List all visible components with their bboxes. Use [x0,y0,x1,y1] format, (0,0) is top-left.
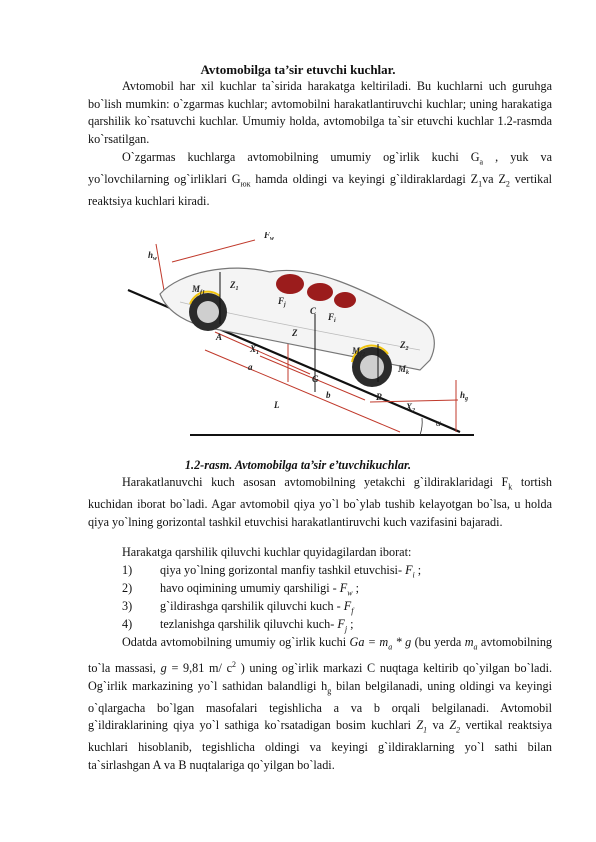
svg-text:L: L [274,400,280,410]
svg-text:Mf1: $M_{f1}$ [192,284,206,296]
svg-text:X2: $X_2$ [406,402,416,414]
svg-text:Fw: $F_w$ [264,232,275,242]
svg-text:hg: $h_g$ [460,390,469,402]
svg-text:Mk: $M_k$ [398,364,410,376]
svg-text:Mf2: $M_{f2}$ [352,346,366,358]
paragraph-center-of-gravity: Odatda avtomobilning umumiy og`irlik kuchi $Ga = m_a * g$ (bu yerda $m_a$ avtomobilning to`la massasi, g = 9,81 m/ $c^2$ ) uning og`irlik markazi C nuqtaga keltirib qo`yilgan bo`ladi. Og`irlik markazining yo`l sathidan balandligi $h_g$ bilan belgilanadi, uning oldingi va keyingi o`qlargacha bo`lgan masofalari tegishlicha a va b orqali belgilanadi. Avtomobil g`ildiraklarining qiya yo`l sathiga ko`rsatadigan bosim kuchlari $Z_1$ va $Z_2$ vertikal reaktsiya kuchlari hisoblanib, tegishlicha oldingi va keyingi g`ildiraklarning yo`l sathi bilan ta`sirlashgan A va B nuqtalariga qo`yilgan bo`ladi. [88,635,553,772]
svg-text:Fi: $F_i$ [328,312,336,324]
svg-text:C: C [310,306,317,316]
svg-text:B: B [376,392,383,402]
paragraph-resistance-intro: Harakatga qarshilik qiluvchi kuchlar quyidagilardan iborat: [122,545,412,559]
svg-text:α: α [436,418,441,428]
car-on-slope-diagram [120,232,476,444]
svg-text:hw: $h_w$ [148,250,158,262]
paragraph-constant-forces: O`zgarmas kuchlarga avtomobilning umumiy og`irlik kuchi $G_a$ , yuk va yo`lovchilarning og`irliklari $G_{юк}$ hamda oldingi va keyingi g`ildiraklardagi $Z_1va$ $Z_2$ vertikal reaktsiya kuchlari kiradi. [88,150,552,209]
svg-text:A: A [216,332,223,342]
figure-caption: 1.2-rasm. Avtomobilga ta’sir e’tuvchikuchlar. [184,458,412,472]
paragraph-intro: Avtomobil har xil kuchlar ta`sirida harakatga keltiriladi. Bu kuchlarni uch guruhga bo`lish mumkin: o`zgarmas kuchlar; avtomobilni harakatlantiruvchi kuchlar; uning harakatiga qarshilik ko`rsatuvchi kuchlar. Umumiy holda, avtomobilga ta`sir etuvchi kuchlar 1.2-rasmda ko`rsatilgan. [88,79,552,146]
svg-text:X1: $X_1$ [250,344,260,356]
document-page: Avtomobilga ta’sir etuvchi kuchlar. Avtomobil har xil kuchlar ta`sirida harakatga keltiriladi. Bu kuchlarni uch guruhga bo`lish mumkin: o`zgarmas kuchlar; avtomobilni harakatlantiruvchi kuchlar; uning harakatiga qarshilik ko`rsatuvchi kuchlar. Umumiy holda, avtomobilga ta`sir etuvchi kuchlar 1.2-rasmda ko`rsatilgan. O`zgarmas kuchlarga avtomobilning umumiy og`irlik kuchi $G_a$ , yuk va yo`lovchilarning og`irliklari $G_{юк}$ hamda oldingi va keyingi g`ildiraklardagi $Z_1va$ $Z_2$ vertikal reaktsiya kuchlari kiradi. $F_w$ $h_w$ $M_{f1}$ $Z_1$ $F_j$ C $F_i$ Z A $X_1$ a G b $M_{f2}$ $Z_2$ $M_k$ B L $X_2$ $h_g$ α 1.2-rasm. Avtomobilga ta’sir e’tuvchikuchlar. Harakatlanuvchi kuch asosan avtomobilning yetakchi g`ildiraklaridagi $F_k$ tortish kuchidan iborat bo`ladi. Agar avtomobil qiya yo`l bo`ylab tushib kelayotgan bo`lsa, u holda qiya yo`lning gorizontal tashkil etuvchisi harakatlantiruvchi kuch vazifasini bajaradi. Harakatga qarshilik qiluvchi kuchlar quyidagilardan iborat: 1) qiya yo`lning gorizontal manfiy tashkil etuvchisi- $F_i$ ; 2) havo oqimining umumiy qarshiligi - $F_w$ ; 3) g`ildirashga qarshilik qiluvchi kuch - $F_f$ 4) tezlanishga qarshilik qiluvchi kuch- $F_j$ ; Odatda avtomobilning umumiy og`irlik kuchi $Ga = m_a * g$ (bu yerda $m_a$ avtomobilning to`la massasi, g = 9,81 m/ $c^2$ ) uning og`irlik markazi C nuqtaga keltirib qo`yilgan bo`ladi. Og`irlik markazining yo`l sathidan balandligi $h_g$ bilan belgilanadi, uning oldingi va keyingi o`qlargacha bo`lgan masofalari tegishlicha a va b orqali belgilanadi. Avtomobil g`ildiraklarining qiya yo`l sathiga ko`rsatadigan bosim kuchlari $Z_1$ va $Z_2$ vertikal reaktsiya kuchlari hisoblanib, tegishlicha oldingi va keyingi g`ildiraklarning yo`l sathi bilan ta`sirlashgan A va B nuqtalariga qo`yilgan bo`ladi. [0,0,596,842]
svg-text:a: a [248,362,253,372]
svg-text:Z: Z [292,328,298,338]
svg-text:Fj: $F_j$ [278,296,286,308]
svg-text:b: b [326,390,331,400]
svg-text:G: G [312,374,319,384]
fw-arrow [172,240,255,262]
svg-text:Z1: $Z_1$ [230,280,239,292]
section-title: Avtomobilga ta’sir etuvchi kuchlar. [200,62,396,77]
paragraph-driving-force: Harakatlanuvchi kuch asosan avtomobilning yetakchi g`ildiraklaridagi $F_k$ tortish kuchidan iborat bo`ladi. Agar avtomobil qiya yo`l bo`ylab tushib kelayotgan bo`lsa, u holda qiya yo`lning gorizontal tashkil etuvchisi harakatlantiruvchi kuch vazifasini bajaradi. [88,475,552,529]
svg-text:Z2: $Z_2$ [400,340,409,352]
